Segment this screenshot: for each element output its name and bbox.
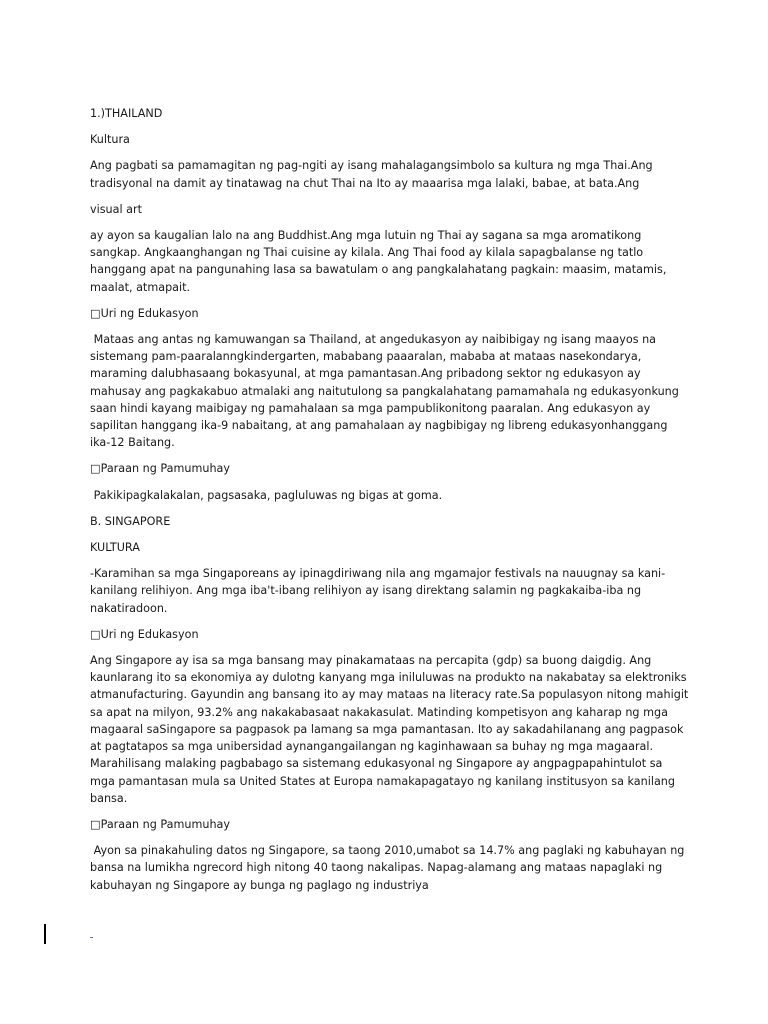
- paragraph-mark: [90, 937, 93, 938]
- subheading-paraan-pamumuhay-singapore: □Paraan ng Pamumuhay: [90, 817, 231, 831]
- subheading-uri-edukasyon-thailand: □Uri ng Edukasyon: [90, 306, 199, 320]
- paragraph-kultura-singapore: -Karamihan sa mga Singaporeans ay ipinagdiriwang nila ang mgamajor festivals na nauugnay sa kani-kanilang relihiyon. Ang mga iba't-ibang relihiyon ay isang direktang salamin ng pagkakaiba-iba ng nakatiradoon.: [90, 567, 666, 615]
- subheading-kultura-singapore: KULTURA: [90, 541, 140, 555]
- paragraph-kultura-thailand-2: ay ayon sa kaugalian lalo na ang Buddhist.Ang mga lutuin ng Thai ay sagana sa mga aromatikong sangkap. Angkaanghangan ng Thai cuisine ay kilala. Ang Thai food ay kilala sapagbalanse ng tatlo hanggang apat na pangunahing lasa sa bawatulam o ang pangkalahatang pagkain: maasim, matamis, maalat, atmapait.: [90, 229, 670, 294]
- paragraph-pamumuhay-thailand: Pakikipagkalakalan, pagsasaka, pagluluwas ng bigas at goma.: [90, 488, 443, 502]
- paragraph-edukasyon-thailand: Mataas ang antas ng kamuwangan sa Thailand, at angedukasyon ay naibibigay ng isang maayos na sistemang pam-paaralanngkindergarten, mababang paaaralan, mababa at mataas nasekondarya, maraming dalubhasaang bokasyunal, at mga pamantasan.Ang pribadong sektor ng edukasyon ay mahusay ang pagkakabuo atmalaki ang naitutulong sa pangkalahatang pamamahala ng edukasyonkung saan hindi kayang maibigay ng pamahalaan sa mga pampublikonitong paaralan. Ang edukasyon ay sapilitan hanggang ika-9 nabaitang, at ang pamahalaan ay nagbibigay ng libreng edukasyonhanggang ika-12 Baitang.: [90, 333, 683, 450]
- heading-singapore: B. SINGAPORE: [90, 514, 171, 528]
- paragraph-kultura-thailand-1: Ang pagbati sa pamamagitan ng pag-ngiti ay isang mahalagangsimbolo sa kultura ng mga Thai.Ang tradisyonal na damit ay tinatawag na chut Thai na Ito ay maaarisa mga lalaki, babae, at bata.Ang: [90, 159, 657, 190]
- paragraph-edukasyon-singapore: Ang Singapore ay isa sa mga bansang may pinakamataas na percapita (gdp) sa buong daigdig. Ang kaunlarang ito sa ekonomiya ay dulotng kanyang mga iniluluwas na produkto na nakabatay sa elektroniks atmanufacturing. Gayundin ang bansang ito ay may mataas na literacy rate.Sa populasyon nitong mahigit sa apat na milyon, 93.2% ang nakakabasaat nakakasulat. Matinding kompetisyon ang kaharap ng mga magaaral saSingapore sa pagpasok pa lamang sa mga pamantasan. Ito ay sakadahilanang ang pagpasok at pagtatapos sa mga unibersidad aynangangailangan ng kaginhawaan sa buhay ng mga magaaral. Marahilisang malaking pagbabago sa sistemang edukasyonal ng Singapore ay angpagpapahintulot sa mga pamantasan mula sa United States at Europa namakapagatayo ng kanilang institusyon sa kanilang bansa.: [90, 654, 692, 805]
- subheading-kultura-thailand: Kultura: [90, 133, 130, 147]
- heading-thailand: 1.)THAILAND: [90, 107, 163, 120]
- paragraph-visual-art: visual art: [90, 202, 143, 216]
- document-page: [90, 105, 690, 903]
- subheading-paraan-pamumuhay-thailand: □Paraan ng Pamumuhay: [90, 462, 231, 476]
- subheading-uri-edukasyon-singapore: □Uri ng Edukasyon: [90, 627, 199, 641]
- text-cursor: [44, 924, 46, 944]
- paragraph-pamumuhay-singapore: Ayon sa pinakahuling datos ng Singapore, sa taong 2010,umabot sa 14.7% ang paglaki ng kabuhayan ng bansa na lumikha ngrecord high nitong 40 taong nakalipas. Napag-alamang ang mataas napaglaki ng kabuhayan ng Singapore ay bunga ng paglago ng industriya: [90, 844, 688, 892]
